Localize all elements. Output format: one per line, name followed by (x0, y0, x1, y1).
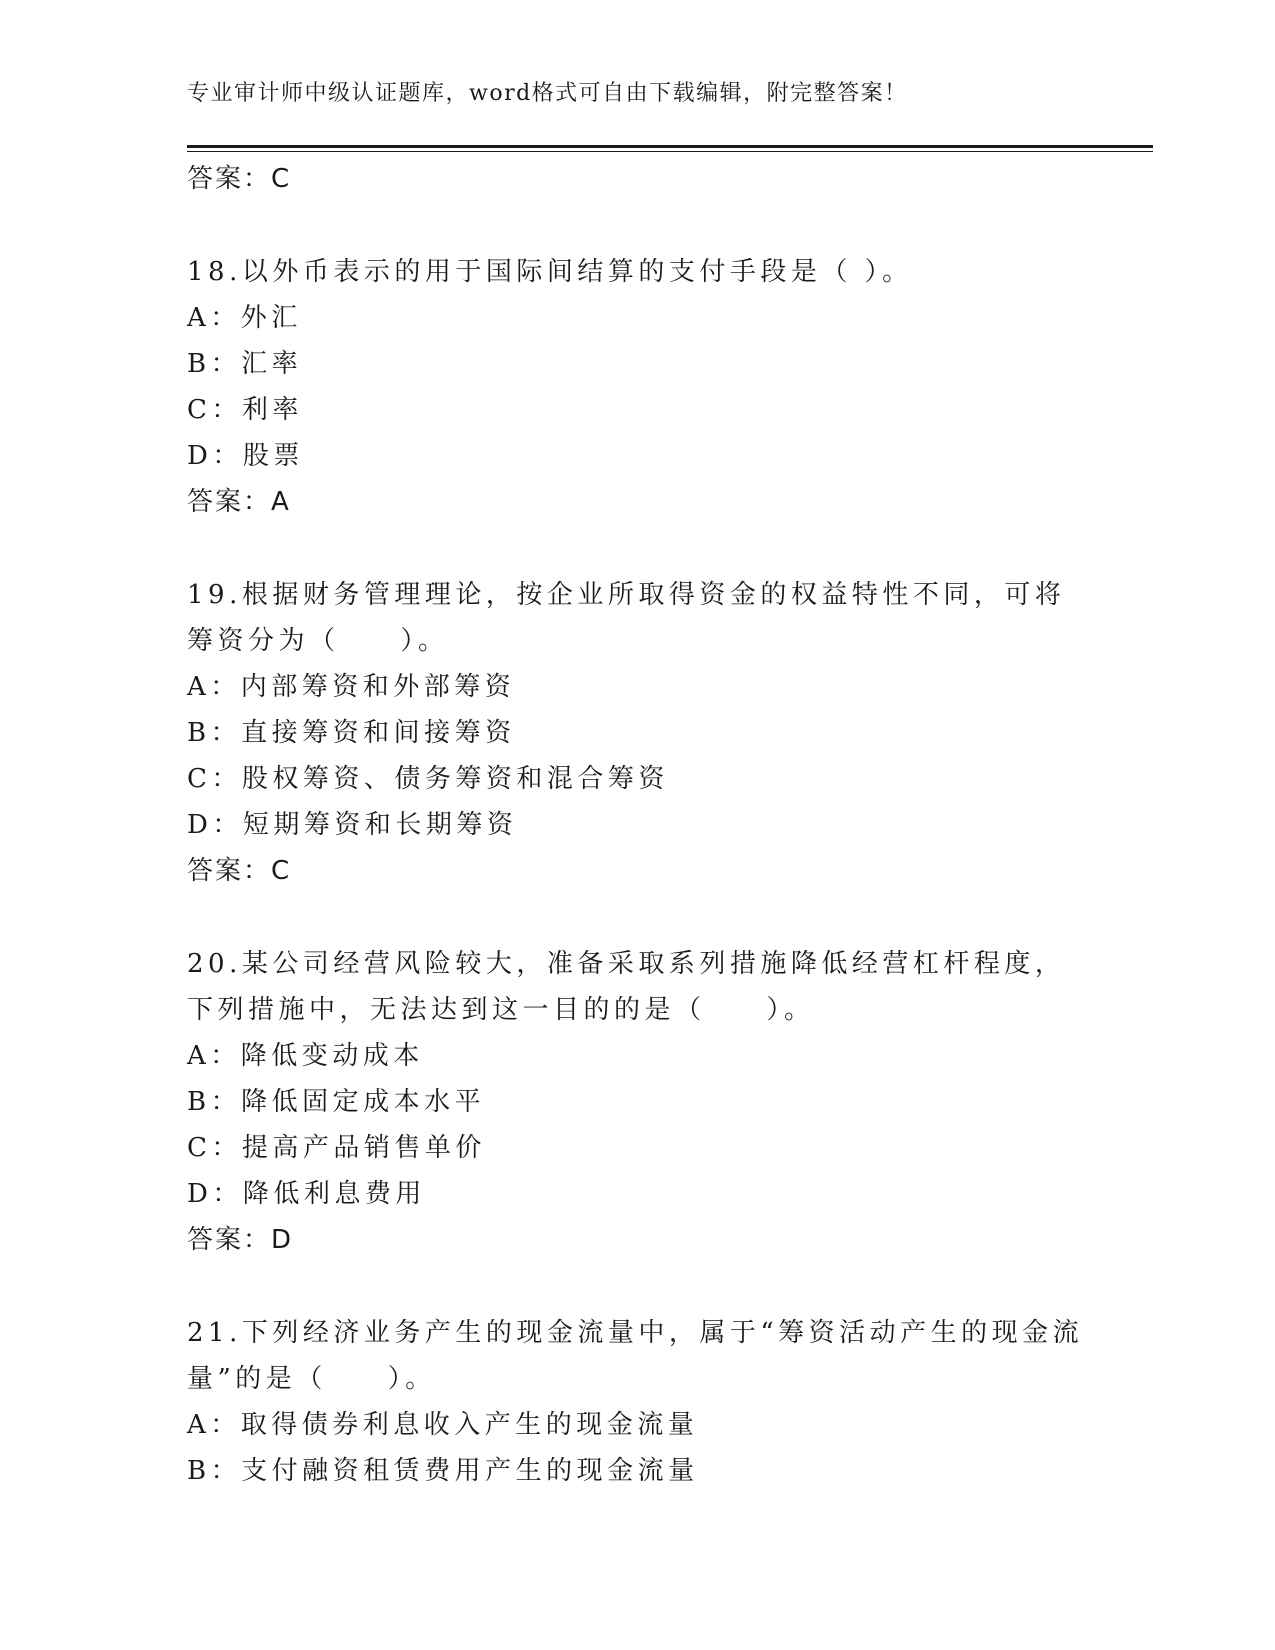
option-a: A：取得债券利息收入产生的现金流量 (187, 1410, 699, 1440)
header-rule-thin (187, 151, 1153, 152)
option-a: A：降低变动成本 (187, 1041, 424, 1071)
page-header: 专业审计师中级认证题库，word格式可自由下载编辑，附完整答案！ (187, 81, 908, 106)
question-18 (187, 249, 1087, 525)
question-stem: 20.某公司经营风险较大，准备采取系列措施降低经营杠杆程度，下列措施中，无法达到这一目的的是（ ）。 (187, 949, 1066, 1025)
option-a: A：内部筹资和外部筹资 (187, 672, 516, 702)
prev-answer: 答案：C (187, 164, 292, 194)
option-d: D：降低利息费用 (187, 1179, 426, 1209)
question-stem: 21.下列经济业务产生的现金流量中，属于“筹资活动产生的现金流量”的是（ ）。 (187, 1318, 1084, 1394)
option-a: A：外汇 (187, 303, 302, 333)
question-stem: 19.根据财务管理理论，按企业所取得资金的权益特性不同，可将筹资分为（ ）。 (187, 580, 1066, 656)
question-answer: 答案：D (187, 1225, 294, 1255)
question-19 (187, 572, 1087, 894)
question-20 (187, 941, 1087, 1263)
option-b: B：直接筹资和间接筹资 (187, 718, 516, 748)
option-b: B：降低固定成本水平 (187, 1087, 486, 1117)
question-answer: 答案：A (187, 487, 291, 517)
option-c: C：提高产品销售单价 (187, 1133, 486, 1163)
option-c: C：利率 (187, 395, 303, 425)
question-answer: 答案：C (187, 856, 292, 886)
header-rule-thick (187, 145, 1153, 148)
option-c: C：股权筹资、债务筹资和混合筹资 (187, 764, 669, 794)
question-list (187, 156, 1087, 1494)
option-b: B：支付融资租赁费用产生的现金流量 (187, 1456, 699, 1486)
option-d: D：股票 (187, 441, 304, 471)
question-stem: 18.以外币表示的用于国际间结算的支付手段是（ ）。 (187, 257, 913, 287)
option-d: D：短期筹资和长期筹资 (187, 810, 518, 840)
option-b: B：汇率 (187, 349, 303, 379)
question-21 (187, 1310, 1087, 1494)
